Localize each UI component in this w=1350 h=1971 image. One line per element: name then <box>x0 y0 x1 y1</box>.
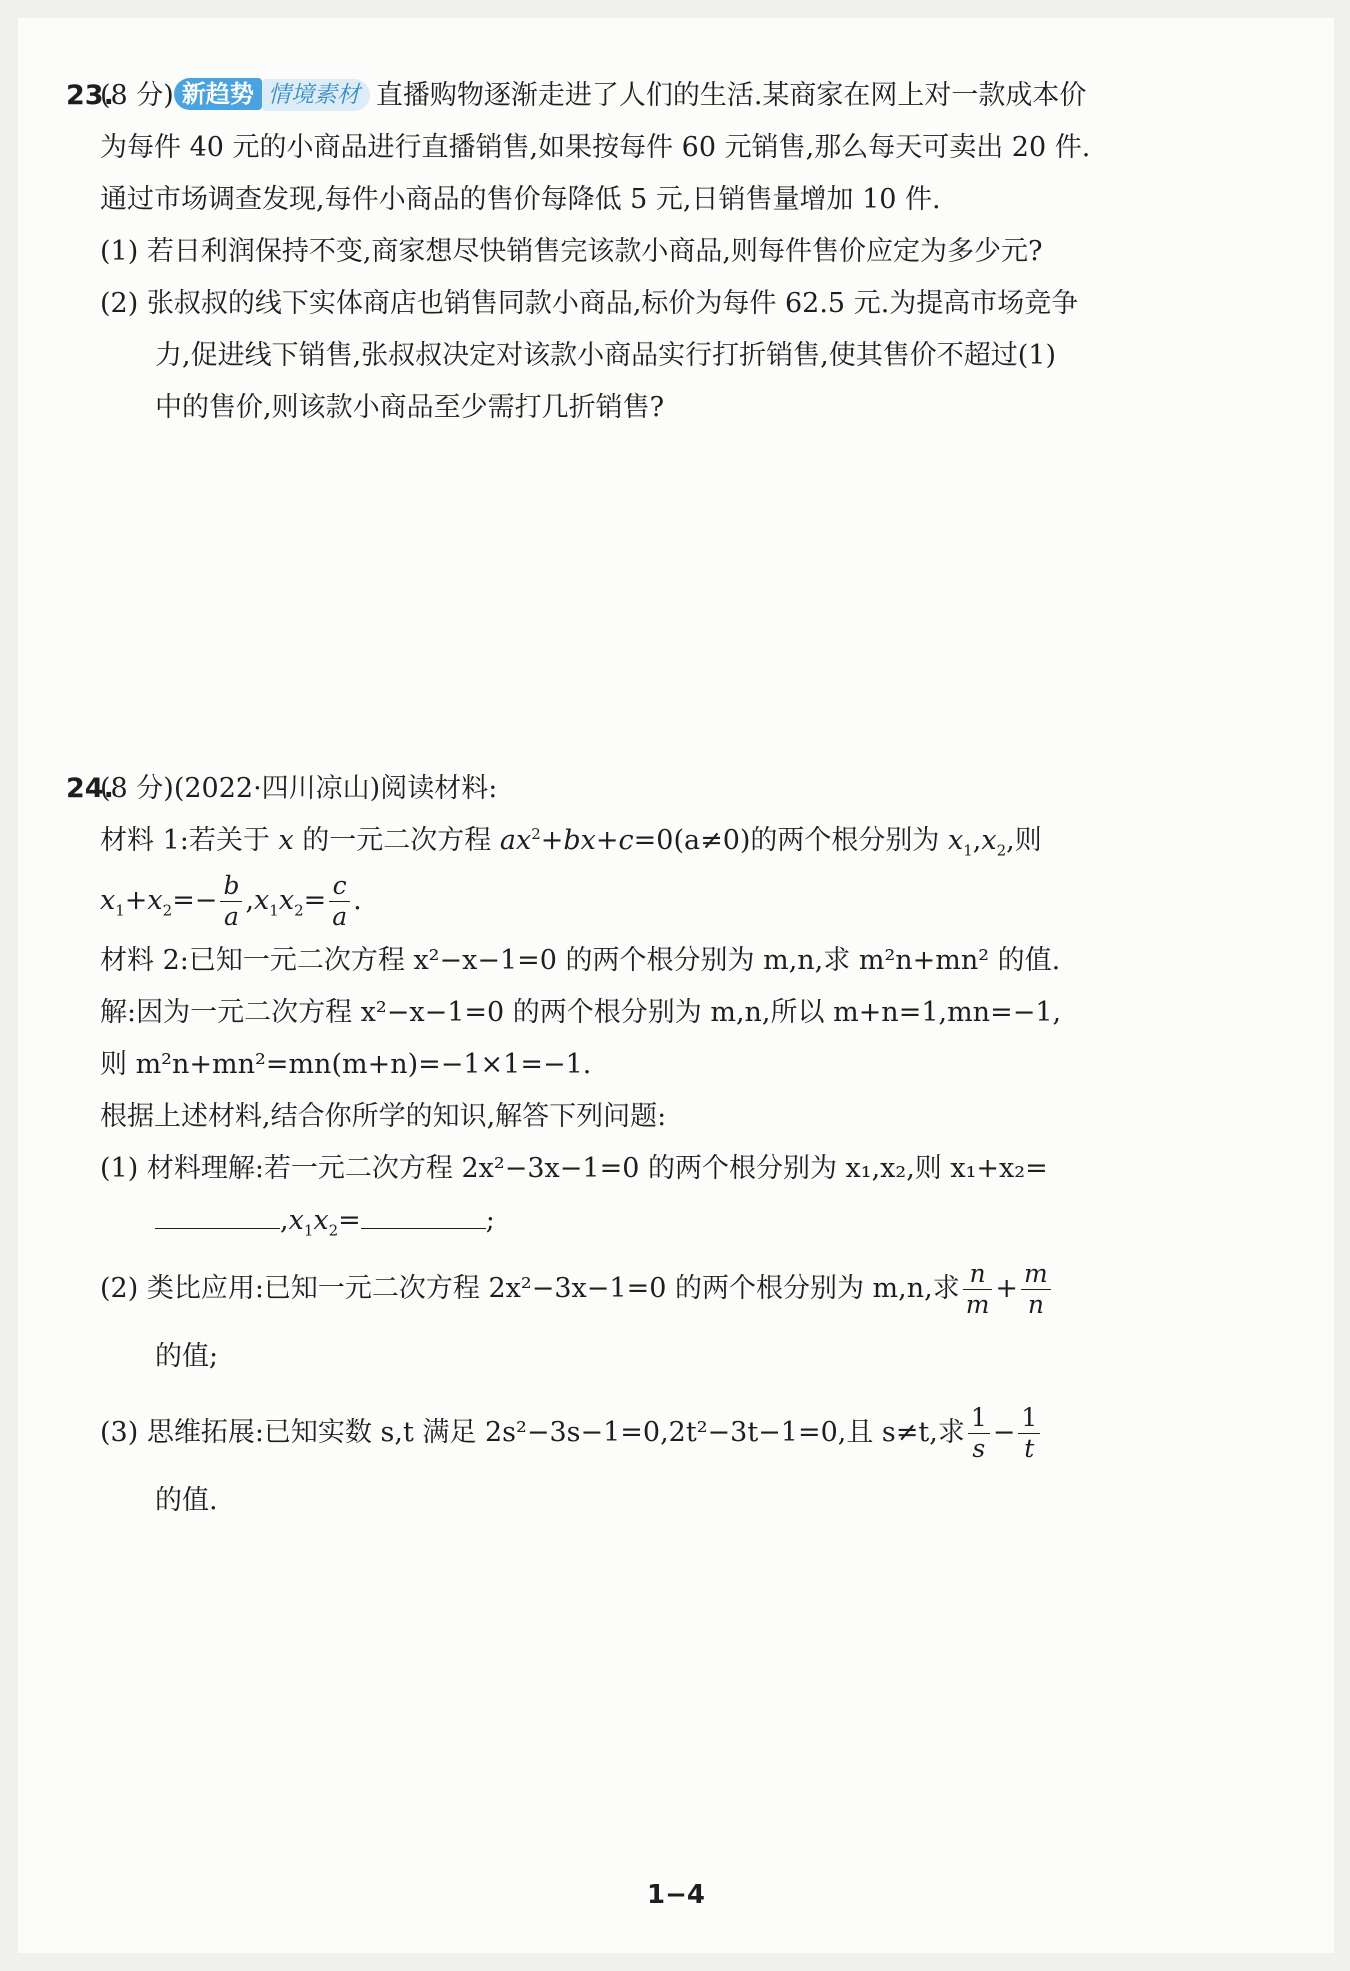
material-1-mid: 的一元二次方程 <box>293 825 500 856</box>
part-2-line-3: 中的售价,则该款小商品至少需打几折销售? <box>155 392 665 423</box>
question-24 <box>66 763 1290 1535</box>
question-24-header <box>66 763 1290 815</box>
part-2-line-1: (2) 类比应用:已知一元二次方程 2x²−3x−1=0 的两个根分别为 m,n,求 $\frac{n}{m}$ + $\frac{m}{n}$ <box>100 1255 1290 1323</box>
trend-tag: 新趋势 <box>174 78 262 110</box>
part-3-line-1: (3) 思维拓展:已知实数 s,t 满足 2s²−3s−1=0,2t²−3t−1=0,且 s≠t,求 $\frac{1}{s}$ − $\frac{1}{t}$ <box>100 1399 1290 1467</box>
question-23 <box>66 70 1290 434</box>
part-2-line-1: (2) 张叔叔的线下实体商店也销售同款小商品,标价为每件 62.5 元.为提高市场竞争 <box>100 288 1079 319</box>
solution-line-2: 则 m²n+mn²=mn(m+n)=−1×1=−1. <box>100 1049 592 1080</box>
question-24-title: (8 分)(2022·四川凉山)阅读材料: <box>100 773 498 804</box>
answer-blank[interactable] <box>155 1202 280 1229</box>
question-number: 24. <box>66 773 114 804</box>
worksheet-page <box>18 18 1334 1953</box>
answer-blank[interactable] <box>361 1202 486 1229</box>
question-23-header <box>66 70 1290 122</box>
intro-line-1: 直播购物逐渐走进了人们的生活.某商家在网上对一款成本价 <box>375 80 1087 111</box>
fraction: $\frac{b}{a}$ <box>220 871 242 932</box>
fraction: $\frac{1}{t}$ <box>1018 1403 1040 1464</box>
instruction: 根据上述材料,结合你所学的知识,解答下列问题: <box>100 1101 667 1132</box>
part-2-line-2: 的值; <box>155 1341 219 1372</box>
part-3-line-2: 的值. <box>155 1485 218 1516</box>
context-tag: 情境素材 <box>262 79 370 111</box>
solution-line-1: 解:因为一元二次方程 x²−x−1=0 的两个根分别为 m,n,所以 m+n=1,mn=−1, <box>100 997 1062 1028</box>
material-1-end: ,则 <box>1006 825 1042 856</box>
intro-line-3: 通过市场调查发现,每件小商品的售价每降低 5 元,日销售量增加 10 件. <box>100 184 941 215</box>
part-2-line-2: 力,促进线下销售,张叔叔决定对该款小商品实行打折销售,使其售价不超过(1) <box>155 340 1056 371</box>
fraction: $\frac{1}{s}$ <box>968 1403 990 1464</box>
page-number: 1−4 <box>647 1880 705 1910</box>
material-1-line-1: 材料 1:若关于 x 的一元二次方程 $ax^2+bx+c=0(a\ne 0)$的两个根分别为 $x_1,x_2$,则 <box>100 825 1042 860</box>
part-1-line-2: $,x_1x_2=$ ; <box>100 1195 1290 1247</box>
fraction: $\frac{c}{a}$ <box>329 871 350 932</box>
material-1-prefix: 材料 1:若关于 <box>100 825 279 856</box>
score: (8 分) <box>100 80 174 111</box>
part-1-line-1: (1) 材料理解:若一元二次方程 2x²−3x−1=0 的两个根分别为 x₁,x₂,则 x₁+x₂= <box>100 1153 1048 1184</box>
question-number: 23. <box>66 80 114 111</box>
material-2: 材料 2:已知一元二次方程 x²−x−1=0 的两个根分别为 m,n,求 m²n+mn² 的值. <box>100 945 1061 976</box>
fraction: $\frac{n}{m}$ <box>963 1259 993 1320</box>
material-1-condition: (a≠0)的两个根分别为 <box>673 825 948 856</box>
intro-line-2: 为每件 40 元的小商品进行直播销售,如果按每件 60 元销售,那么每天可卖出 20 件. <box>100 132 1091 163</box>
fraction: $\frac{m}{n}$ <box>1021 1259 1051 1320</box>
material-1-formula: $x_1+x_2=-$ $\frac{b}{a}$ $,x_1x_2=$ $\frac{c}{a}$ . <box>100 871 362 931</box>
part-1: (1) 若日利润保持不变,商家想尽快销售完该款小商品,则每件售价应定为多少元? <box>100 236 1043 267</box>
part-1-end: ; <box>485 1205 495 1236</box>
part-2-label: (2) 类比应用:已知一元二次方程 2x²−3x−1=0 的两个根分别为 m,n,求 <box>100 1273 960 1304</box>
part-3-label: (3) 思维拓展:已知实数 s,t 满足 2s²−3s−1=0,2t²−3t−1=0,且 s≠t,求 <box>100 1417 965 1448</box>
